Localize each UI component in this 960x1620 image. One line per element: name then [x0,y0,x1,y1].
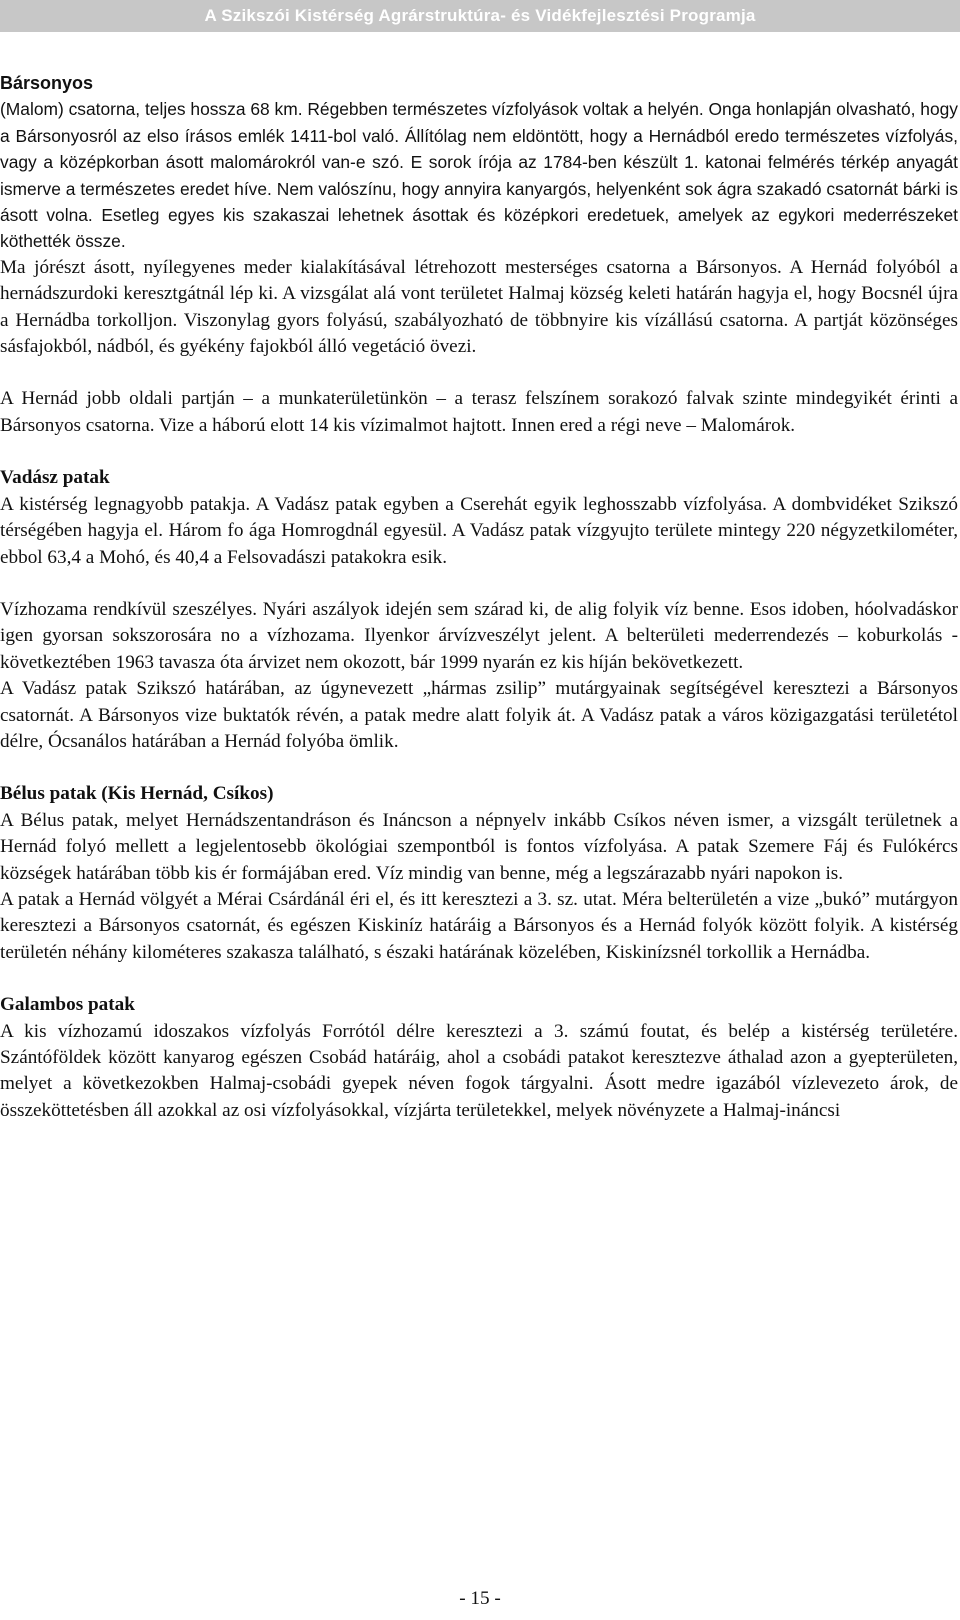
paragraph-vadasz-3: A Vadász patak Szikszó határában, az úgynevezett „hármas zsilip” mutárgyainak segítségével keresztezi a Bársonyos csatornát. A Bársonyos vize buktatók révén, a patak medre alatt folyik át. A Vadász patak a város közigazgatási területétol délre, Ócsanálos határában a Hernád folyóba ömlik. [0,678,958,752]
paragraph-vadasz-2: Vízhozama rendkívül szeszélyes. Nyári aszályok idején sem szárad ki, de alig folyik víz benne. Esos idoben, hóolvadáskor igen gyorsan sokszorosára no a vízhozama. Ilyenkor árvízveszélyt jelent. A belterületi mederrendezés – koburkolás - következtében 1963 tavasza óta árvizet nem okozott, bár 1999 nyarán ez kis híján bekövetkezett. [0,598,958,673]
paragraph-barsonyos-3: A Hernád jobb oldali partján – a munkaterületünkön – a terasz felszínem sorakozó falvak szinte mindegyikét érinti a Bársonyos csatorna. Vize a háború elott 14 kis vízimalmot hajtott. Innen ered a régi neve – Malomárok. [0,388,958,436]
section-title-galambos: Galambos patak [0,994,135,1016]
paragraph-vadasz-1: A kistérség legnagyobb patakja. A Vadász patak egyben a Cserehát egyik leghosszabb vízfolyása. A dombvidéket Szikszó térségében hagyja el. Három fo ága Homrogdnál egyesül. A Vadász patak vízgyujto területe mintegy 220 négyzetkilométer, ebbol 63,4 a Mohó, és 40,4 a Felsovadászi patakokra esik. [0,493,958,568]
paragraph-barsonyos-1: (Malom) csatorna, teljes hossza 68 km. Régebben természetes vízfolyások voltak a helyén. Onga honlapján olvasható, hogy a Bársonyosról az elso írásos emlék 1411-bol való. Állítólag nem eldöntött, hogy a Hernádból eredo természetes vízfolyás, vagy a középkorban ásott malomárokról van-e szó. E sorok írója az 1784-ben készült 1. katonai felmérés térkép anyagát ismerve a természetes eredet híve. Nem valószínu, hogy annyira kanyargós, helyenként sok ágra szakadó csatornát bárki is ásott volna. Esetleg egyes kis szakaszai lehetnek ásottak és középkori eredetuek, amelyek az egykori mederrészeket köthették össze. [0,99,958,252]
paragraph-gap [0,360,958,386]
paragraph-belus-1: A Bélus patak, melyet Hernádszentandráson és Ináncson a népnyelv inkább Csíkos néven ismer, a vizsgált területnek a Hernád folyó mellett a legjelentosebb ökológiai szempontból is fontos vízfolyása. A patak Szemere Fáj és Fulókércs községek határában több kis ér formájában ered. Víz mindig van benne, még a legszárazabb nyári napokon is. [0,809,958,884]
running-header: A Szikszói Kistérség Agrárstruktúra- és Vidékfejlesztési Programja [0,0,960,32]
paragraph-galambos-1: A kis vízhozamú idoszakos vízfolyás Forrótól délre keresztezi a 3. számú foutat, és belép a kistérség területére. Szántóföldek között kanyarog egészen Csobád határáig, ahol a csobádi patakot keresztezve áthalad azon a gyepterületen, melyet a következokben Halmaj-csobádi gyepek néven fogok tárgyalni. Ásott medre igazából vízlevezeto árok, de összeköttetésben áll azokkal az osi vízfolyásokkal, vízjárta területekkel, melyek növényzete a Halmaj-ináncsi [0,1020,958,1121]
paragraph-gap [0,439,958,465]
paragraph-gap [0,755,958,781]
page-number: - 15 - [459,1588,501,1609]
section-title-barsonyos: Bársonyos [0,73,94,93]
paragraph-gap [0,966,958,992]
paragraph-gap [0,571,958,597]
paragraph-belus-2: A patak a Hernád völgyét a Mérai Csárdánál éri el, és itt keresztezi a 3. sz. utat. Méra belterületén a vize „bukó” mutárgyon keresztezi a Bársonyos csatornát, és egészen Kiskiníz határáig a Bársonyos és a Hernád folyók között folyik. A kistérség területén néhány kilométeres szakasza található, s északi határának közelében, Kiskinízsnél torkollik a Hernádba. [0,888,958,963]
paragraph-barsonyos-2: Ma jórészt ásott, nyílegyenes meder kialakításával létrehozott mesterséges csatorna a Bársonyos. A Hernád folyóból a hernádszurdoki keresztgátnál lép ki. A vizsgálat alá vont területet Halmaj község keleti határán hagyja el, hogy Bocsnél újra a Hernádba torkolljon. Viszonylag gyors folyású, szabályozható de többnyire kis vízállású csatorna. A partját közönséges sásfajokból, nádból, és gyékény fajokból álló vegetáció övezi. [0,256,958,358]
section-title-vadasz: Vadász patak [0,467,110,489]
section-title-belus: Bélus patak (Kis Hernád, Csíkos) [0,783,274,805]
document-body [0,70,958,1124]
